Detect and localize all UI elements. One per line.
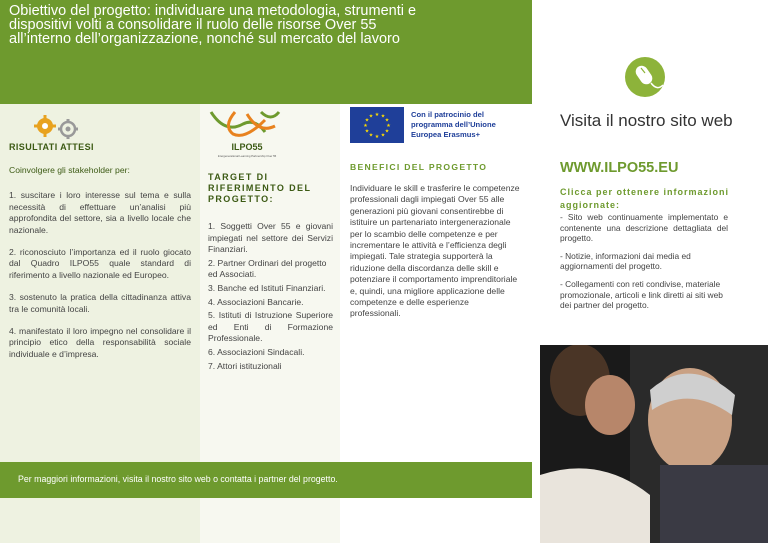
svg-text:★: ★ <box>364 128 370 135</box>
updates-list <box>560 212 728 318</box>
target-item: 5. Istituti di Istruzione Superiore ed Enti di Formazione Professionale. <box>208 310 333 344</box>
target-item: 6. Associazioni Sindacali. <box>208 346 305 357</box>
logo-name: ILPO55 <box>231 142 263 152</box>
svg-text:★: ★ <box>380 132 386 139</box>
svg-text:★: ★ <box>374 112 380 118</box>
benefits-title: BENEFICI DEL PROGETTO <box>350 162 488 172</box>
people-photo <box>540 345 768 543</box>
results-item: 4. manifestato il loro impegno nel consolidare il principio etico della responsabilità sociale individuale e d’impresa. <box>9 326 191 359</box>
svg-text:★: ★ <box>380 113 386 120</box>
svg-text:★: ★ <box>364 117 370 124</box>
page-headline: Obiettivo del progetto: individuare una metodologia, strumenti e dispositivi volti a consolidare il ruolo delle risorse Over 55 all’interno dell’organizzazione, nonché sul mercato del lavoro <box>9 3 417 47</box>
section-title-results: RISULTATI ATTESI <box>9 142 94 152</box>
results-item: 2. riconosciuto l’importanza ed il ruolo giocato dal Quadro ILPO55 quale standard di riferimento a livello nazionale ed Europeo. <box>9 247 191 280</box>
target-item: 2. Partner Ordinari del progetto ed Associati. <box>208 257 327 280</box>
gears-icon <box>34 114 84 140</box>
target-item: 4. Associazioni Bancarie. <box>208 296 304 307</box>
svg-text:★: ★ <box>386 123 391 129</box>
target-title: TARGET DI RIFERIMENTO DEL PROGETTO: <box>208 172 312 204</box>
footer-band <box>0 462 532 498</box>
target-item: 7. Attori istituzionali <box>208 360 282 371</box>
updates-item: - Sito web continuamente implementato e contenente una descrizione dettagliata del progetto. <box>560 212 728 244</box>
svg-text:★: ★ <box>384 128 390 135</box>
updates-heading: Clicca per ottenere informazioni aggiornate: <box>560 187 730 210</box>
updates-item: - Collegamenti con reti condivise, materiale promozionale, articoli e link diretti ai siti web dei partner del progetto. <box>560 278 723 311</box>
ilpo55-logo <box>205 104 290 160</box>
target-list <box>208 221 333 374</box>
benefits-text: Individuare le skill e trasferire le competenze professionali dagli impiegati Over 55 alle generazioni più giovani consentirebbe di istituire un partenariato intergenerazionale per lo scambio delle competenze e per incrementare le attività e l’efficienza degli impiegati. Tale strategia supporterà la riduzione della discordanza delle skill e potenziare il comportamento imprenditoriale e, quindi, una migliore applicazione delle competenze e delle esperienze professionali. <box>350 183 520 319</box>
eu-patronage-text: Con il patrocinio del programma dell’Unione Europea Erasmus+ <box>411 110 496 139</box>
results-text <box>9 165 191 371</box>
updates-item: - Notizie, informazioni dai media ed aggiornamenti del progetto. <box>560 250 691 272</box>
footer-text: Per maggiori informazioni, visita il nostro sito web o contatta i partner del progetto. <box>18 474 338 484</box>
results-item: 1. suscitare i loro interesse sul tema e sulla necessità di effettuare un’analisi più approfondita del settore, sia a livello locale che nazionale. <box>9 190 191 235</box>
logo-tagline: Intergenerational Learning Partnership Over 55 <box>217 154 277 158</box>
mouse-icon <box>623 55 667 99</box>
visit-title: Visita il nostro sito web <box>560 111 733 130</box>
target-item: 1. Soggetti Over 55 e giovani impiegati nel settore dei Servizi Finanziari. <box>208 221 333 255</box>
target-item: 3. Banche ed Istituti Finanziari. <box>208 282 326 293</box>
svg-text:★: ★ <box>384 117 390 124</box>
svg-text:★: ★ <box>363 123 368 129</box>
website-link[interactable]: WWW.ILPO55.EU <box>560 160 679 176</box>
results-item: 3. sostenuto la pratica della cittadinanza attiva tra le comunità locali. <box>9 292 191 314</box>
svg-text:★: ★ <box>374 134 380 140</box>
svg-text:★: ★ <box>368 113 374 120</box>
results-intro: Coinvolgere gli stakeholder per: <box>9 165 130 175</box>
svg-text:★: ★ <box>368 132 374 139</box>
eu-flag-icon <box>350 107 404 143</box>
